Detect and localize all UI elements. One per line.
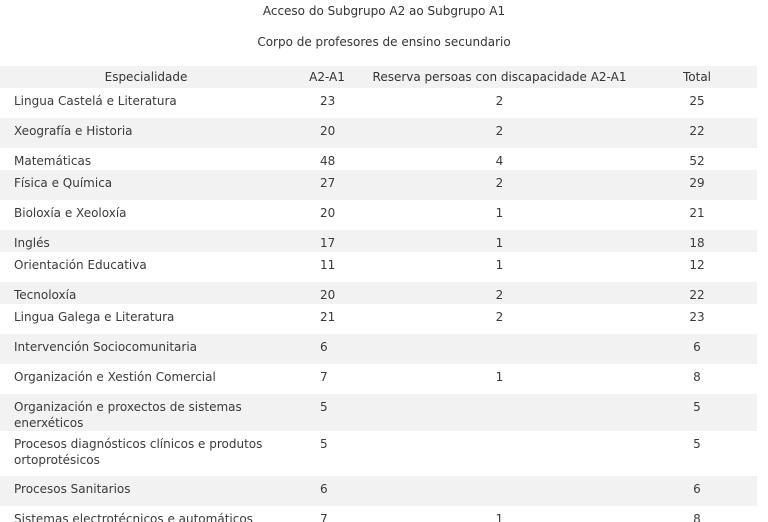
table-row bbox=[0, 88, 757, 118]
cell-a2a1: 27 bbox=[292, 170, 362, 200]
table-row bbox=[0, 394, 757, 431]
table-row bbox=[0, 170, 757, 200]
table-row bbox=[0, 304, 757, 334]
cell-total: 25 bbox=[689, 94, 705, 108]
table-row bbox=[0, 230, 757, 252]
cell-total: 29 bbox=[637, 170, 757, 200]
cell-especialidade: Sistemas electrotécnicos e automáticos bbox=[14, 512, 253, 522]
cell-total: 23 bbox=[689, 310, 705, 324]
cell-a2a1: 5 bbox=[292, 394, 362, 431]
cell-a2a1: 7 bbox=[320, 512, 328, 522]
cell-especialidade: Intervención Sociocomunitaria bbox=[0, 334, 292, 364]
cell-especialidade: Procesos diagnósticos clínicos e produtos ortoprotésicos bbox=[14, 437, 263, 467]
cell-reserva: 2 bbox=[495, 310, 504, 324]
cell-reserva bbox=[362, 431, 637, 476]
cell-reserva: 1 bbox=[495, 258, 504, 272]
cell-total: 8 bbox=[693, 370, 701, 384]
cell-reserva: 1 bbox=[362, 230, 637, 252]
cell-especialidade: Inglés bbox=[0, 230, 292, 252]
cell-total: 5 bbox=[693, 437, 701, 451]
cell-a2a1: 17 bbox=[292, 230, 362, 252]
cell-total: 21 bbox=[689, 206, 705, 220]
cell-total: 18 bbox=[637, 230, 757, 252]
cell-especialidade: Organización e proxectos de sistemas enerxéticos bbox=[0, 394, 292, 431]
cell-a2a1: 11 bbox=[320, 258, 336, 272]
cell-reserva bbox=[362, 334, 637, 364]
cell-especialidade: Matemáticas bbox=[14, 154, 92, 168]
cell-especialidade: Procesos Sanitarios bbox=[0, 476, 292, 506]
table-row bbox=[0, 252, 757, 282]
cell-total: 52 bbox=[689, 154, 705, 168]
column-header-especialidade: Especialidade bbox=[0, 66, 292, 88]
cell-a2a1: 5 bbox=[320, 437, 328, 451]
cell-a2a1: 21 bbox=[320, 310, 336, 324]
cell-reserva: 4 bbox=[495, 154, 504, 168]
page-title: Acceso do Subgrupo A2 ao Subgrupo A1 bbox=[262, 4, 506, 18]
cell-especialidade: Organización e Xestión Comercial bbox=[14, 370, 216, 384]
cell-reserva: 2 bbox=[362, 282, 637, 304]
table-header-row bbox=[0, 66, 757, 88]
cell-total: 22 bbox=[637, 118, 757, 148]
cell-a2a1: 6 bbox=[292, 476, 362, 506]
cell-reserva: 2 bbox=[362, 118, 637, 148]
cell-reserva: 2 bbox=[362, 170, 637, 200]
cell-especialidade: Xeografía e Historia bbox=[0, 118, 292, 148]
table-row bbox=[0, 334, 757, 364]
table-row bbox=[0, 118, 757, 148]
cell-reserva: 1 bbox=[495, 206, 504, 220]
cell-reserva: 1 bbox=[495, 370, 504, 384]
especialidades-table bbox=[0, 66, 757, 522]
cell-reserva: 1 bbox=[495, 512, 504, 522]
cell-especialidade: Lingua Castelá e Literatura bbox=[14, 94, 177, 108]
cell-a2a1: 6 bbox=[292, 334, 362, 364]
cell-a2a1: 7 bbox=[320, 370, 328, 384]
table-row bbox=[0, 476, 757, 506]
cell-reserva bbox=[362, 476, 637, 506]
table-row bbox=[0, 282, 757, 304]
page-subtitle: Corpo de profesores de ensino secundario bbox=[257, 35, 511, 49]
cell-a2a1: 48 bbox=[320, 154, 336, 168]
table-row bbox=[0, 431, 757, 476]
table-row bbox=[0, 200, 757, 230]
cell-total: 22 bbox=[637, 282, 757, 304]
cell-reserva: 2 bbox=[495, 94, 504, 108]
table-row bbox=[0, 506, 757, 522]
column-header-reserva: Reserva persoas con discapacidade A2-A1 bbox=[362, 66, 637, 88]
cell-total: 8 bbox=[693, 512, 701, 522]
cell-especialidade: Lingua Galega e Literatura bbox=[14, 310, 175, 324]
cell-a2a1: 20 bbox=[320, 206, 336, 220]
cell-total: 5 bbox=[637, 394, 757, 431]
table-row bbox=[0, 364, 757, 394]
cell-especialidade: Tecnoloxía bbox=[0, 282, 292, 304]
cell-especialidade: Física e Química bbox=[0, 170, 292, 200]
cell-total: 12 bbox=[689, 258, 705, 272]
cell-a2a1: 23 bbox=[320, 94, 336, 108]
cell-especialidade: Orientación Educativa bbox=[14, 258, 147, 272]
cell-total: 6 bbox=[637, 476, 757, 506]
column-header-a2a1: A2-A1 bbox=[292, 66, 362, 88]
column-header-total: Total bbox=[637, 66, 757, 88]
cell-total: 6 bbox=[637, 334, 757, 364]
cell-especialidade: Bioloxía e Xeoloxía bbox=[14, 206, 127, 220]
table-row bbox=[0, 148, 757, 170]
cell-reserva bbox=[362, 394, 637, 431]
cell-a2a1: 20 bbox=[292, 118, 362, 148]
cell-a2a1: 20 bbox=[292, 282, 362, 304]
